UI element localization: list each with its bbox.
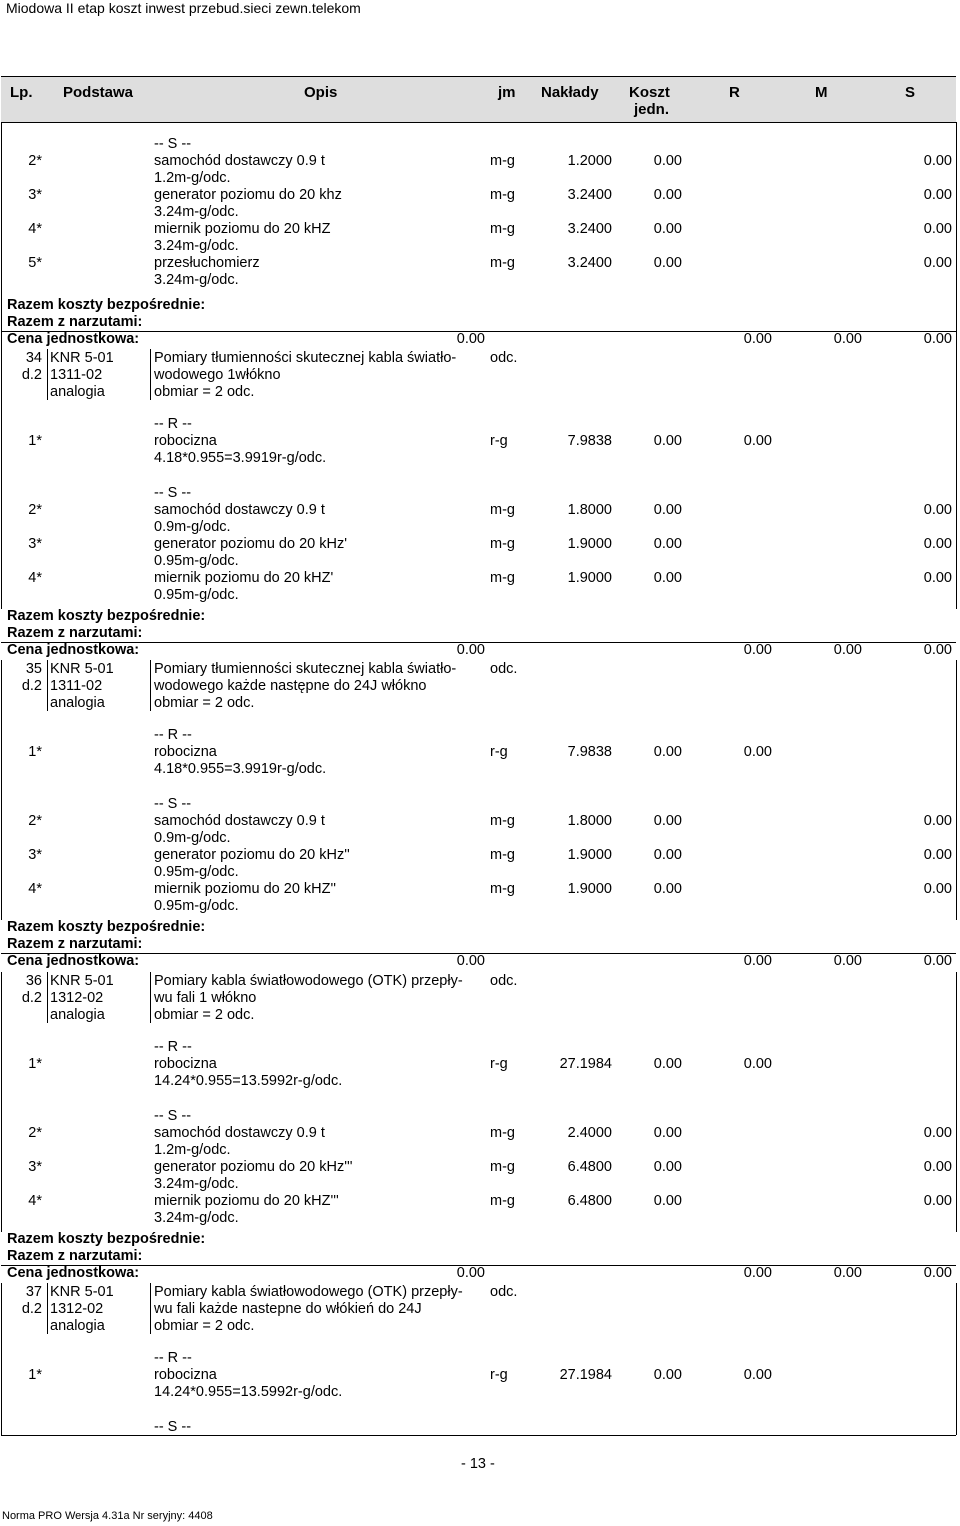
item-value: 0.00 bbox=[923, 502, 952, 518]
item-value: 0.00 bbox=[923, 881, 952, 897]
item-quantity: 27.1984 bbox=[559, 1367, 612, 1383]
item-number: 2* bbox=[28, 1125, 42, 1141]
section-r-label: -- R -- bbox=[154, 1350, 192, 1366]
item-unit-price: 0.00 bbox=[653, 813, 682, 829]
summary-s-value: 0.00 bbox=[923, 331, 952, 347]
item-formula: 0.9m-g/odc. bbox=[154, 519, 231, 535]
position-description-line2: wu fali 1 włókno bbox=[154, 990, 257, 1006]
table-header bbox=[1, 76, 956, 123]
section-r-label: -- R -- bbox=[154, 727, 192, 743]
item-unit: m-g bbox=[490, 1159, 515, 1175]
item-value: 0.00 bbox=[923, 1159, 952, 1175]
summary-direct-costs: Razem koszty bezpośrednie: bbox=[7, 608, 206, 624]
item-value: 0.00 bbox=[743, 433, 772, 449]
item-unit: m-g bbox=[490, 1125, 515, 1141]
item-value: 0.00 bbox=[923, 847, 952, 863]
item-number: 1* bbox=[28, 1367, 42, 1383]
item-unit: m-g bbox=[490, 502, 515, 518]
item-description: miernik poziomu do 20 kHZ' bbox=[154, 570, 334, 586]
summary-m-value: 0.00 bbox=[833, 642, 862, 658]
item-quantity: 1.9000 bbox=[567, 536, 612, 552]
item-quantity: 1.2000 bbox=[567, 153, 612, 169]
section-s-label: -- S -- bbox=[154, 136, 192, 152]
item-number: 3* bbox=[28, 847, 42, 863]
summary-unit-price-value: 0.00 bbox=[456, 1265, 485, 1281]
column-rule bbox=[47, 349, 48, 400]
item-unit-price: 0.00 bbox=[653, 1159, 682, 1175]
header-podstawa: Podstawa bbox=[63, 84, 134, 101]
summary-unit-price-value: 0.00 bbox=[456, 331, 485, 347]
item-description: generator poziomu do 20 kHz''' bbox=[154, 1159, 353, 1175]
item-unit: m-g bbox=[490, 536, 515, 552]
position-quantity: obmiar = 2 odc. bbox=[154, 384, 255, 400]
table-bottom-rule bbox=[1, 1435, 956, 1436]
section-s-label: -- S -- bbox=[154, 796, 192, 812]
item-unit-price: 0.00 bbox=[653, 433, 682, 449]
item-description: generator poziomu do 20 khz bbox=[154, 187, 342, 203]
section-s-label: -- S -- bbox=[154, 485, 192, 501]
item-unit-price: 0.00 bbox=[653, 1367, 682, 1383]
summary-s-value: 0.00 bbox=[923, 642, 952, 658]
item-quantity: 6.4800 bbox=[567, 1159, 612, 1175]
item-unit-price: 0.00 bbox=[653, 570, 682, 586]
item-formula: 3.24m-g/odc. bbox=[154, 204, 239, 220]
item-description: robocizna bbox=[154, 1367, 217, 1383]
position-description-line1: Pomiary kabla światłowodowego (OTK) przepły- bbox=[154, 1284, 463, 1300]
item-value: 0.00 bbox=[923, 153, 952, 169]
item-unit-price: 0.00 bbox=[653, 1193, 682, 1209]
position-description-line1: Pomiary tłumienności skutecznej kabla światło- bbox=[154, 661, 457, 677]
summary-direct-costs: Razem koszty bezpośrednie: bbox=[7, 1231, 206, 1247]
item-unit-price: 0.00 bbox=[653, 153, 682, 169]
summary-unit-price: Cena jednostkowa: bbox=[7, 953, 140, 969]
table-frame bbox=[1, 972, 957, 1023]
item-formula: 0.95m-g/odc. bbox=[154, 587, 239, 603]
position-description-line2: wodowego 1włókno bbox=[154, 367, 281, 383]
header-naklady: Nakłady bbox=[541, 84, 599, 101]
item-unit: m-g bbox=[490, 221, 515, 237]
item-description: samochód dostawczy 0.9 t bbox=[154, 502, 325, 518]
position-number: 36 bbox=[25, 973, 42, 989]
summary-m-value: 0.00 bbox=[833, 331, 862, 347]
column-rule bbox=[47, 660, 48, 711]
row-rule bbox=[1, 1265, 956, 1266]
section-s-label: -- S -- bbox=[154, 1108, 192, 1124]
header-jm: jm bbox=[498, 84, 516, 101]
section-s-label: -- S -- bbox=[154, 1419, 192, 1435]
item-number: 1* bbox=[28, 1056, 42, 1072]
position-basis-code: 1311-02 bbox=[50, 367, 103, 383]
item-description: robocizna bbox=[154, 1056, 217, 1072]
item-number: 2* bbox=[28, 502, 42, 518]
item-number: 3* bbox=[28, 536, 42, 552]
item-unit: r-g bbox=[490, 433, 508, 449]
summary-s-value: 0.00 bbox=[923, 1265, 952, 1281]
item-unit-price: 0.00 bbox=[653, 255, 682, 271]
summary-r-value: 0.00 bbox=[743, 953, 772, 969]
item-description: miernik poziomu do 20 kHZ'' bbox=[154, 881, 337, 897]
item-value: 0.00 bbox=[923, 1193, 952, 1209]
item-quantity: 3.2400 bbox=[567, 187, 612, 203]
software-info: Norma PRO Wersja 4.31a Nr seryjny: 4408 bbox=[2, 1510, 213, 1522]
summary-r-value: 0.00 bbox=[743, 642, 772, 658]
item-description: samochód dostawczy 0.9 t bbox=[154, 1125, 325, 1141]
table-frame bbox=[1, 349, 957, 400]
item-quantity: 3.2400 bbox=[567, 255, 612, 271]
item-unit-price: 0.00 bbox=[653, 881, 682, 897]
row-rule bbox=[1, 331, 956, 332]
item-description: robocizna bbox=[154, 744, 217, 760]
item-value: 0.00 bbox=[923, 187, 952, 203]
item-number: 3* bbox=[28, 1159, 42, 1175]
header-r: R bbox=[729, 84, 740, 101]
column-rule bbox=[150, 660, 151, 711]
item-formula: 3.24m-g/odc. bbox=[154, 1176, 239, 1192]
item-description: samochód dostawczy 0.9 t bbox=[154, 813, 325, 829]
item-quantity: 1.9000 bbox=[567, 881, 612, 897]
item-unit: m-g bbox=[490, 570, 515, 586]
item-quantity: 7.9838 bbox=[567, 744, 612, 760]
item-unit: m-g bbox=[490, 187, 515, 203]
item-number: 4* bbox=[28, 881, 42, 897]
item-formula: 4.18*0.955=3.9919r-g/odc. bbox=[154, 450, 327, 466]
position-quantity: obmiar = 2 odc. bbox=[154, 695, 255, 711]
header-lp: Lp. bbox=[10, 84, 33, 101]
item-quantity: 1.8000 bbox=[567, 502, 612, 518]
header-m: M bbox=[815, 84, 828, 101]
table-frame bbox=[1, 1283, 957, 1334]
item-number: 4* bbox=[28, 570, 42, 586]
item-number: 1* bbox=[28, 744, 42, 760]
position-description-line1: Pomiary tłumienności skutecznej kabla światło- bbox=[154, 350, 457, 366]
summary-unit-price: Cena jednostkowa: bbox=[7, 331, 140, 347]
item-formula: 14.24*0.955=13.5992r-g/odc. bbox=[154, 1384, 343, 1400]
position-description-line1: Pomiary kabla światłowodowego (OTK) przepły- bbox=[154, 973, 463, 989]
summary-r-value: 0.00 bbox=[743, 1265, 772, 1281]
table-frame bbox=[1, 400, 957, 609]
item-quantity: 7.9838 bbox=[567, 433, 612, 449]
item-formula: 0.95m-g/odc. bbox=[154, 864, 239, 880]
position-quantity: obmiar = 2 odc. bbox=[154, 1318, 255, 1334]
table-frame bbox=[1, 1334, 957, 1435]
column-rule bbox=[47, 972, 48, 1023]
item-formula: 14.24*0.955=13.5992r-g/odc. bbox=[154, 1073, 343, 1089]
position-number: 37 bbox=[25, 1284, 42, 1300]
position-number: 35 bbox=[25, 661, 42, 677]
position-description-line2: wu fali każde nastepne do włókień do 24J bbox=[154, 1301, 422, 1317]
row-rule bbox=[1, 642, 956, 643]
position-subnumber: d.2 bbox=[21, 1301, 42, 1317]
item-unit: m-g bbox=[490, 847, 515, 863]
column-rule bbox=[150, 972, 151, 1023]
summary-r-value: 0.00 bbox=[743, 331, 772, 347]
position-basis-note: analogia bbox=[50, 1007, 105, 1023]
item-quantity: 27.1984 bbox=[559, 1056, 612, 1072]
position-subnumber: d.2 bbox=[21, 367, 42, 383]
item-unit-price: 0.00 bbox=[653, 744, 682, 760]
position-quantity: obmiar = 2 odc. bbox=[154, 1007, 255, 1023]
item-formula: 1.2m-g/odc. bbox=[154, 170, 231, 186]
position-basis-catalog: KNR 5-01 bbox=[50, 973, 114, 989]
summary-with-overheads: Razem z narzutami: bbox=[7, 314, 143, 330]
position-basis-note: analogia bbox=[50, 695, 105, 711]
item-formula: 3.24m-g/odc. bbox=[154, 238, 239, 254]
summary-unit-price: Cena jednostkowa: bbox=[7, 1265, 140, 1281]
column-rule bbox=[150, 1283, 151, 1334]
item-quantity: 1.8000 bbox=[567, 813, 612, 829]
item-unit: r-g bbox=[490, 1056, 508, 1072]
item-quantity: 2.4000 bbox=[567, 1125, 612, 1141]
column-rule bbox=[150, 349, 151, 400]
position-basis-code: 1311-02 bbox=[50, 678, 103, 694]
item-formula: 0.95m-g/odc. bbox=[154, 898, 239, 914]
item-description: robocizna bbox=[154, 433, 217, 449]
item-formula: 0.95m-g/odc. bbox=[154, 553, 239, 569]
item-description: przesłuchomierz bbox=[154, 255, 260, 271]
item-description: miernik poziomu do 20 kHZ''' bbox=[154, 1193, 339, 1209]
summary-unit-price: Cena jednostkowa: bbox=[7, 642, 140, 658]
column-rule bbox=[47, 1283, 48, 1334]
item-formula: 4.18*0.955=3.9919r-g/odc. bbox=[154, 761, 327, 777]
summary-with-overheads: Razem z narzutami: bbox=[7, 625, 143, 641]
item-formula: 3.24m-g/odc. bbox=[154, 1210, 239, 1226]
item-unit: m-g bbox=[490, 813, 515, 829]
position-basis-note: analogia bbox=[50, 384, 105, 400]
position-subnumber: d.2 bbox=[21, 990, 42, 1006]
item-unit-price: 0.00 bbox=[653, 847, 682, 863]
item-number: 1* bbox=[28, 433, 42, 449]
item-unit-price: 0.00 bbox=[653, 1056, 682, 1072]
summary-m-value: 0.00 bbox=[833, 953, 862, 969]
header-s: S bbox=[905, 84, 916, 101]
item-description: generator poziomu do 20 kHz' bbox=[154, 536, 347, 552]
position-basis-note: analogia bbox=[50, 1318, 105, 1334]
summary-unit-price-value: 0.00 bbox=[456, 953, 485, 969]
item-quantity: 1.9000 bbox=[567, 847, 612, 863]
header-koszt: Koszt bbox=[629, 84, 670, 101]
item-value: 0.00 bbox=[923, 570, 952, 586]
header-koszt-jedn: jedn. bbox=[634, 101, 670, 118]
item-quantity: 6.4800 bbox=[567, 1193, 612, 1209]
position-basis-catalog: KNR 5-01 bbox=[50, 350, 114, 366]
item-unit: r-g bbox=[490, 1367, 508, 1383]
item-value: 0.00 bbox=[923, 536, 952, 552]
item-value: 0.00 bbox=[923, 221, 952, 237]
item-number: 5* bbox=[28, 255, 42, 271]
summary-direct-costs: Razem koszty bezpośrednie: bbox=[7, 297, 206, 313]
position-unit: odc. bbox=[490, 350, 518, 366]
item-number: 4* bbox=[28, 1193, 42, 1209]
row-rule bbox=[1, 953, 956, 954]
item-description: samochód dostawczy 0.9 t bbox=[154, 153, 325, 169]
item-unit-price: 0.00 bbox=[653, 502, 682, 518]
position-basis-code: 1312-02 bbox=[50, 990, 104, 1006]
page-number: - 13 - bbox=[461, 1456, 495, 1472]
item-description: generator poziomu do 20 kHz'' bbox=[154, 847, 350, 863]
page-title: Miodowa II etap koszt inwest przebud.sieci zewn.telekom bbox=[6, 0, 361, 16]
summary-unit-price-value: 0.00 bbox=[456, 642, 485, 658]
item-formula: 1.2m-g/odc. bbox=[154, 1142, 231, 1158]
summary-direct-costs: Razem koszty bezpośrednie: bbox=[7, 919, 206, 935]
table-frame bbox=[1, 660, 957, 711]
item-quantity: 3.2400 bbox=[567, 221, 612, 237]
position-unit: odc. bbox=[490, 973, 518, 989]
item-value: 0.00 bbox=[743, 744, 772, 760]
item-formula: 0.9m-g/odc. bbox=[154, 830, 231, 846]
header-opis: Opis bbox=[304, 84, 338, 101]
item-value: 0.00 bbox=[743, 1367, 772, 1383]
section-r-label: -- R -- bbox=[154, 1039, 192, 1055]
item-unit: m-g bbox=[490, 153, 515, 169]
table-frame bbox=[1, 1023, 957, 1232]
item-value: 0.00 bbox=[743, 1056, 772, 1072]
summary-m-value: 0.00 bbox=[833, 1265, 862, 1281]
item-unit-price: 0.00 bbox=[653, 221, 682, 237]
item-unit-price: 0.00 bbox=[653, 1125, 682, 1141]
summary-with-overheads: Razem z narzutami: bbox=[7, 936, 143, 952]
summary-with-overheads: Razem z narzutami: bbox=[7, 1248, 143, 1264]
item-unit-price: 0.00 bbox=[653, 536, 682, 552]
item-number: 3* bbox=[28, 187, 42, 203]
position-basis-catalog: KNR 5-01 bbox=[50, 661, 114, 677]
section-r-label: -- R -- bbox=[154, 416, 192, 432]
position-basis-catalog: KNR 5-01 bbox=[50, 1284, 114, 1300]
item-number: 2* bbox=[28, 813, 42, 829]
table-frame bbox=[1, 711, 957, 920]
item-formula: 3.24m-g/odc. bbox=[154, 272, 239, 288]
position-unit: odc. bbox=[490, 661, 518, 677]
item-unit: m-g bbox=[490, 1193, 515, 1209]
position-description-line2: wodowego każde następne do 24J włókno bbox=[154, 678, 427, 694]
table-frame bbox=[1, 122, 957, 297]
item-value: 0.00 bbox=[923, 813, 952, 829]
item-unit-price: 0.00 bbox=[653, 187, 682, 203]
position-subnumber: d.2 bbox=[21, 678, 42, 694]
position-number: 34 bbox=[25, 350, 42, 366]
summary-s-value: 0.00 bbox=[923, 953, 952, 969]
position-unit: odc. bbox=[490, 1284, 518, 1300]
item-unit: m-g bbox=[490, 255, 515, 271]
item-value: 0.00 bbox=[923, 1125, 952, 1141]
item-quantity: 1.9000 bbox=[567, 570, 612, 586]
position-basis-code: 1312-02 bbox=[50, 1301, 104, 1317]
item-description: miernik poziomu do 20 kHZ bbox=[154, 221, 331, 237]
item-number: 4* bbox=[28, 221, 42, 237]
item-value: 0.00 bbox=[923, 255, 952, 271]
item-unit: m-g bbox=[490, 881, 515, 897]
item-unit: r-g bbox=[490, 744, 508, 760]
item-number: 2* bbox=[28, 153, 42, 169]
